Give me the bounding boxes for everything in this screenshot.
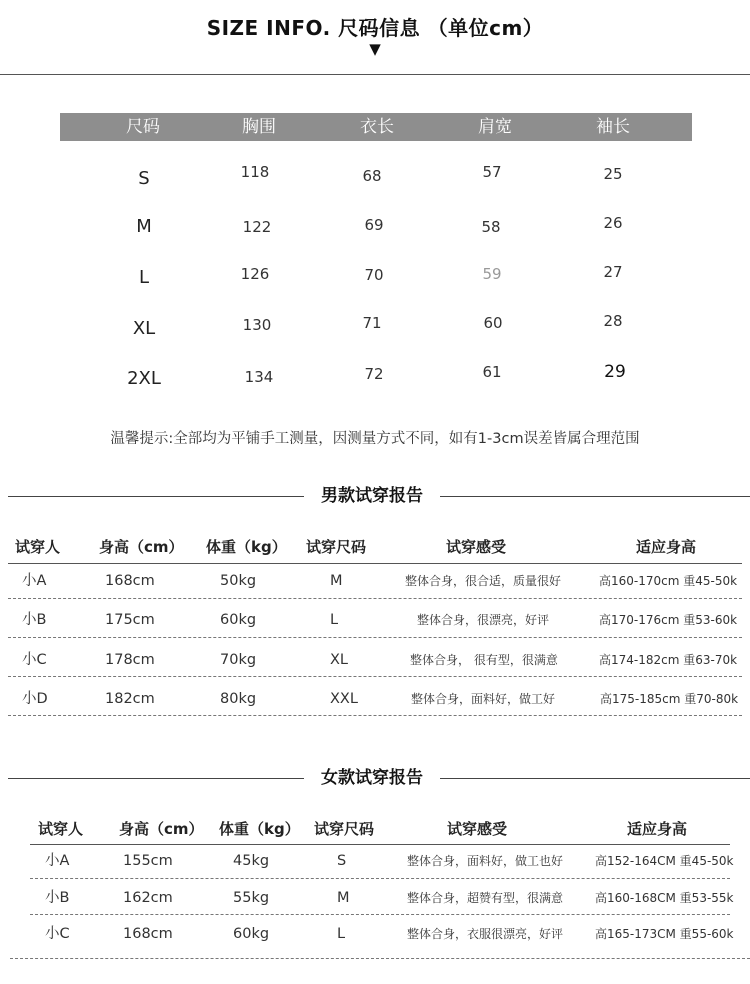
size-row [0,312,750,342]
size-col-shoulder: 肩宽 [478,117,512,137]
row-divider [8,598,742,599]
size-cell: XL [132,318,156,339]
size-row [0,160,750,190]
cell-size: L [337,926,346,942]
col-size: 试穿尺码 [306,538,367,556]
size-cell: 118 [240,163,270,181]
size-cell: 122 [242,218,272,236]
col-height: 身高（cm） [119,820,204,838]
cell-feeling: 整体合身，很合适，质量很好 [405,574,562,588]
size-cell: 60 [483,314,503,332]
table-row [0,846,750,876]
cell-tester: 小D [22,691,48,707]
size-cell: 25 [603,165,623,183]
female-report-heading: 女款试穿报告 [321,768,423,788]
size-cell: 29 [604,362,626,382]
size-cell: 69 [364,216,384,234]
cell-tester: 小A [45,853,70,869]
cell-fit-height: 高152-164CM 重45-50k [595,854,734,868]
down-arrow-icon: ▼ [369,40,381,58]
col-tester: 试穿人 [15,538,61,556]
female-table-header [0,817,750,841]
male-header-rule [8,563,742,564]
table-row [0,645,750,675]
size-cell: 126 [240,265,270,283]
size-row [0,362,750,392]
title-divider [0,74,750,75]
cell-feeling: 整体合身，面料好，做工也好 [407,854,564,868]
cell-tester: 小C [45,926,70,942]
page-title: SIZE INFO. 尺码信息 （单位cm） [206,16,544,40]
size-col-length: 衣长 [360,117,394,137]
section-divider-left [8,778,304,779]
size-row [0,262,750,292]
size-cell: 59 [482,265,502,283]
cell-fit-height: 高160-170cm 重45-50k [599,574,738,588]
cell-size: M [337,890,350,906]
size-col-size: 尺码 [126,117,160,137]
col-feeling: 试穿感受 [447,820,508,838]
size-cell: 28 [603,312,623,330]
cell-fit-height: 高175-185cm 重70-80k [600,692,739,706]
col-fit-height: 适应身高 [627,820,688,838]
cell-height: 178cm [105,652,155,668]
size-cell: 2XL [127,368,161,389]
cell-weight: 70kg [220,652,257,668]
cell-fit-height: 高160-168CM 重53-55k [595,891,734,905]
cell-size: XL [330,652,349,668]
size-cell: L [138,267,150,288]
cell-size: M [330,573,343,589]
cell-weight: 60kg [220,612,257,628]
size-cell: 27 [603,263,623,281]
section-divider-right [440,496,750,497]
table-row [0,684,750,714]
size-cell: 72 [364,365,384,383]
measurement-note: 温馨提示:全部均为平铺手工测量，因测量方式不同，如有1-3cm误差皆属合理范围 [110,431,640,447]
male-table-header [0,535,750,559]
col-weight: 体重（kg） [219,820,300,838]
cell-height: 168cm [105,573,155,589]
female-report-title [0,766,750,790]
cell-fit-height: 高174-182cm 重63-70k [599,653,738,667]
row-divider [10,958,750,959]
size-col-chest: 胸围 [242,117,276,137]
cell-size: XXL [330,691,358,707]
size-cell: 130 [242,316,272,334]
size-cell: 58 [481,218,501,236]
table-row [0,919,750,949]
col-tester: 试穿人 [38,820,84,838]
cell-size: S [337,853,347,869]
size-cell: 134 [244,368,274,386]
cell-weight: 60kg [233,926,270,942]
cell-weight: 80kg [220,691,257,707]
size-cell: 26 [603,214,623,232]
size-table-header [60,113,692,141]
cell-height: 182cm [105,691,155,707]
row-divider [8,715,742,716]
cell-size: L [330,612,339,628]
cell-tester: 小B [45,890,70,906]
size-cell: M [136,216,152,237]
section-divider-right [440,778,750,779]
size-cell: S [138,168,150,189]
cell-tester: 小B [22,612,47,628]
cell-height: 162cm [123,890,173,906]
cell-feeling: 整体合身，超赞有型，很满意 [407,891,564,905]
cell-feeling: 整体合身，面料好，做工好 [411,692,556,706]
cell-tester: 小A [22,573,47,589]
cell-fit-height: 高170-176cm 重53-60k [599,613,738,627]
size-cell: 57 [482,163,502,181]
row-divider [8,676,742,677]
cell-feeling: 整体合身，很漂亮，好评 [417,613,550,627]
size-col-sleeve: 袖长 [596,117,630,137]
col-feeling: 试穿感受 [446,538,507,556]
size-cell: 68 [362,167,382,185]
row-divider [30,914,730,915]
section-divider-left [8,496,304,497]
male-report-title [0,484,750,508]
col-height: 身高（cm） [99,538,184,556]
size-cell: 70 [364,266,384,284]
male-report-heading: 男款试穿报告 [321,486,423,506]
col-fit-height: 适应身高 [636,538,697,556]
cell-height: 175cm [105,612,155,628]
cell-height: 168cm [123,926,173,942]
cell-weight: 45kg [233,853,270,869]
cell-weight: 50kg [220,573,257,589]
cell-height: 155cm [123,853,173,869]
cell-fit-height: 高165-173CM 重55-60k [595,927,734,941]
row-divider [8,637,742,638]
table-row [0,605,750,635]
col-weight: 体重（kg） [206,538,287,556]
size-row [0,212,750,242]
cell-weight: 55kg [233,890,270,906]
size-cell: 61 [482,363,502,381]
col-size: 试穿尺码 [314,820,375,838]
cell-tester: 小C [22,652,47,668]
table-row [0,566,750,596]
row-divider [30,878,730,879]
cell-feeling: 整体合身， 很有型，很满意 [410,653,558,667]
cell-feeling: 整体合身，衣服很漂亮，好评 [407,927,564,941]
table-row [0,883,750,913]
size-cell: 71 [362,314,382,332]
female-header-rule [30,844,730,845]
